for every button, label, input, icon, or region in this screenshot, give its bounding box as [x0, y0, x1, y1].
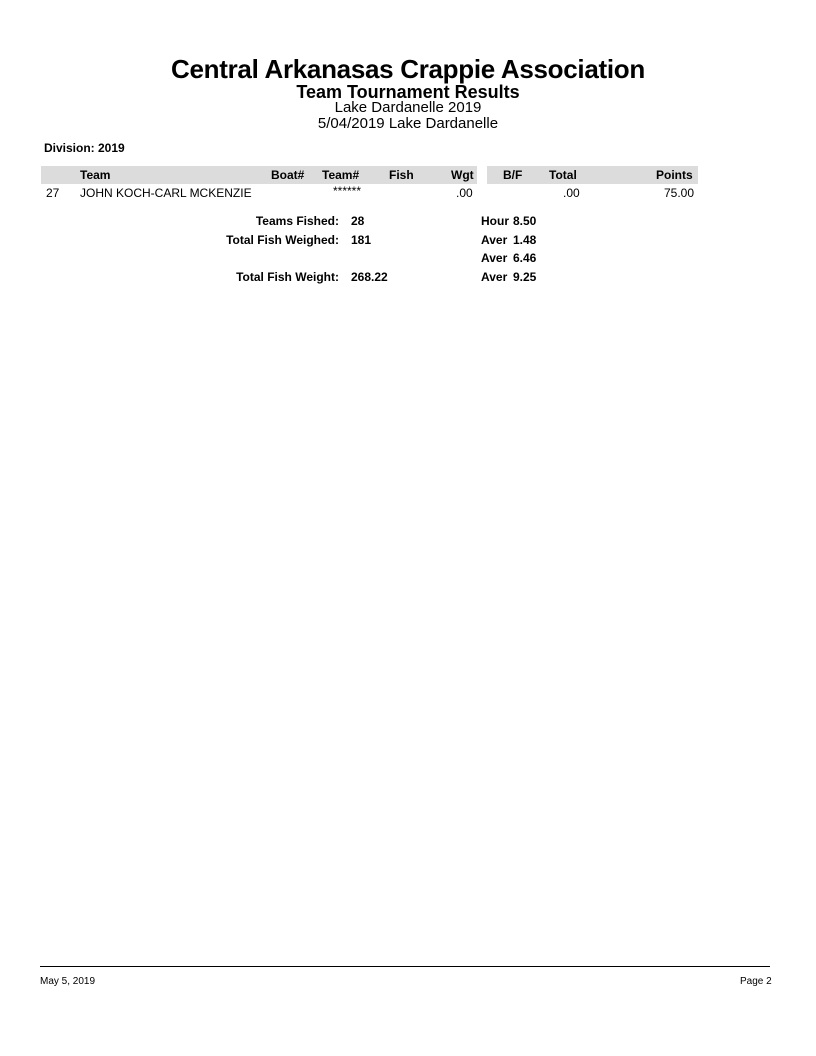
teams-fished-value: 28 — [351, 214, 365, 228]
table-header-gap — [477, 166, 487, 184]
col-header-bf: B/F — [503, 168, 523, 182]
average-1-value: 1.48 — [513, 233, 537, 247]
col-header-fish: Fish — [389, 168, 414, 182]
hour-label: Hour — [481, 214, 509, 228]
footer-date: May 5, 2019 — [40, 976, 96, 987]
average-3-label: Aver — [481, 270, 508, 284]
hour-value: 8.50 — [513, 214, 537, 228]
total-fish-weighed-value: 181 — [351, 233, 372, 247]
total-fish-weight-label: Total Fish Weight: — [236, 270, 339, 284]
average-3-value: 9.25 — [513, 270, 537, 284]
tournament-date-lake: 5/04/2019 Lake Dardanelle — [317, 115, 499, 132]
total-fish-weight-value: 268.22 — [351, 270, 388, 284]
total-fish-weighed-label: Total Fish Weighed: — [226, 233, 339, 247]
average-2-label: Aver — [481, 251, 508, 265]
average-2-value: 6.46 — [513, 251, 537, 265]
col-header-team-number: Team# — [322, 168, 360, 182]
lake-year: Lake Dardanelle 2019 — [334, 99, 482, 116]
row-total: .00 — [563, 186, 580, 200]
col-header-boat: Boat# — [271, 168, 305, 182]
row-place: 27 — [46, 186, 60, 200]
report-title: Central Arkanasas Crappie Association — [171, 54, 645, 84]
col-header-wgt: Wgt — [451, 168, 474, 182]
teams-fished-label: Teams Fished: — [255, 214, 339, 228]
footer-page-number: Page 2 — [740, 976, 772, 987]
row-team-number: ****** — [333, 184, 362, 198]
average-1-label: Aver — [481, 233, 508, 247]
division-label: Division: 2019 — [44, 141, 125, 155]
col-header-points: Points — [656, 168, 693, 182]
footer-divider — [40, 966, 770, 967]
row-team-name: JOHN KOCH-CARL MCKENZIE — [80, 186, 252, 200]
col-header-total: Total — [549, 168, 577, 182]
table-header-band — [41, 166, 698, 184]
col-header-team: Team — [80, 168, 111, 182]
row-wgt: .00 — [456, 186, 473, 200]
row-points: 75.00 — [664, 186, 695, 200]
report-subtitle: Team Tournament Results — [296, 82, 520, 102]
